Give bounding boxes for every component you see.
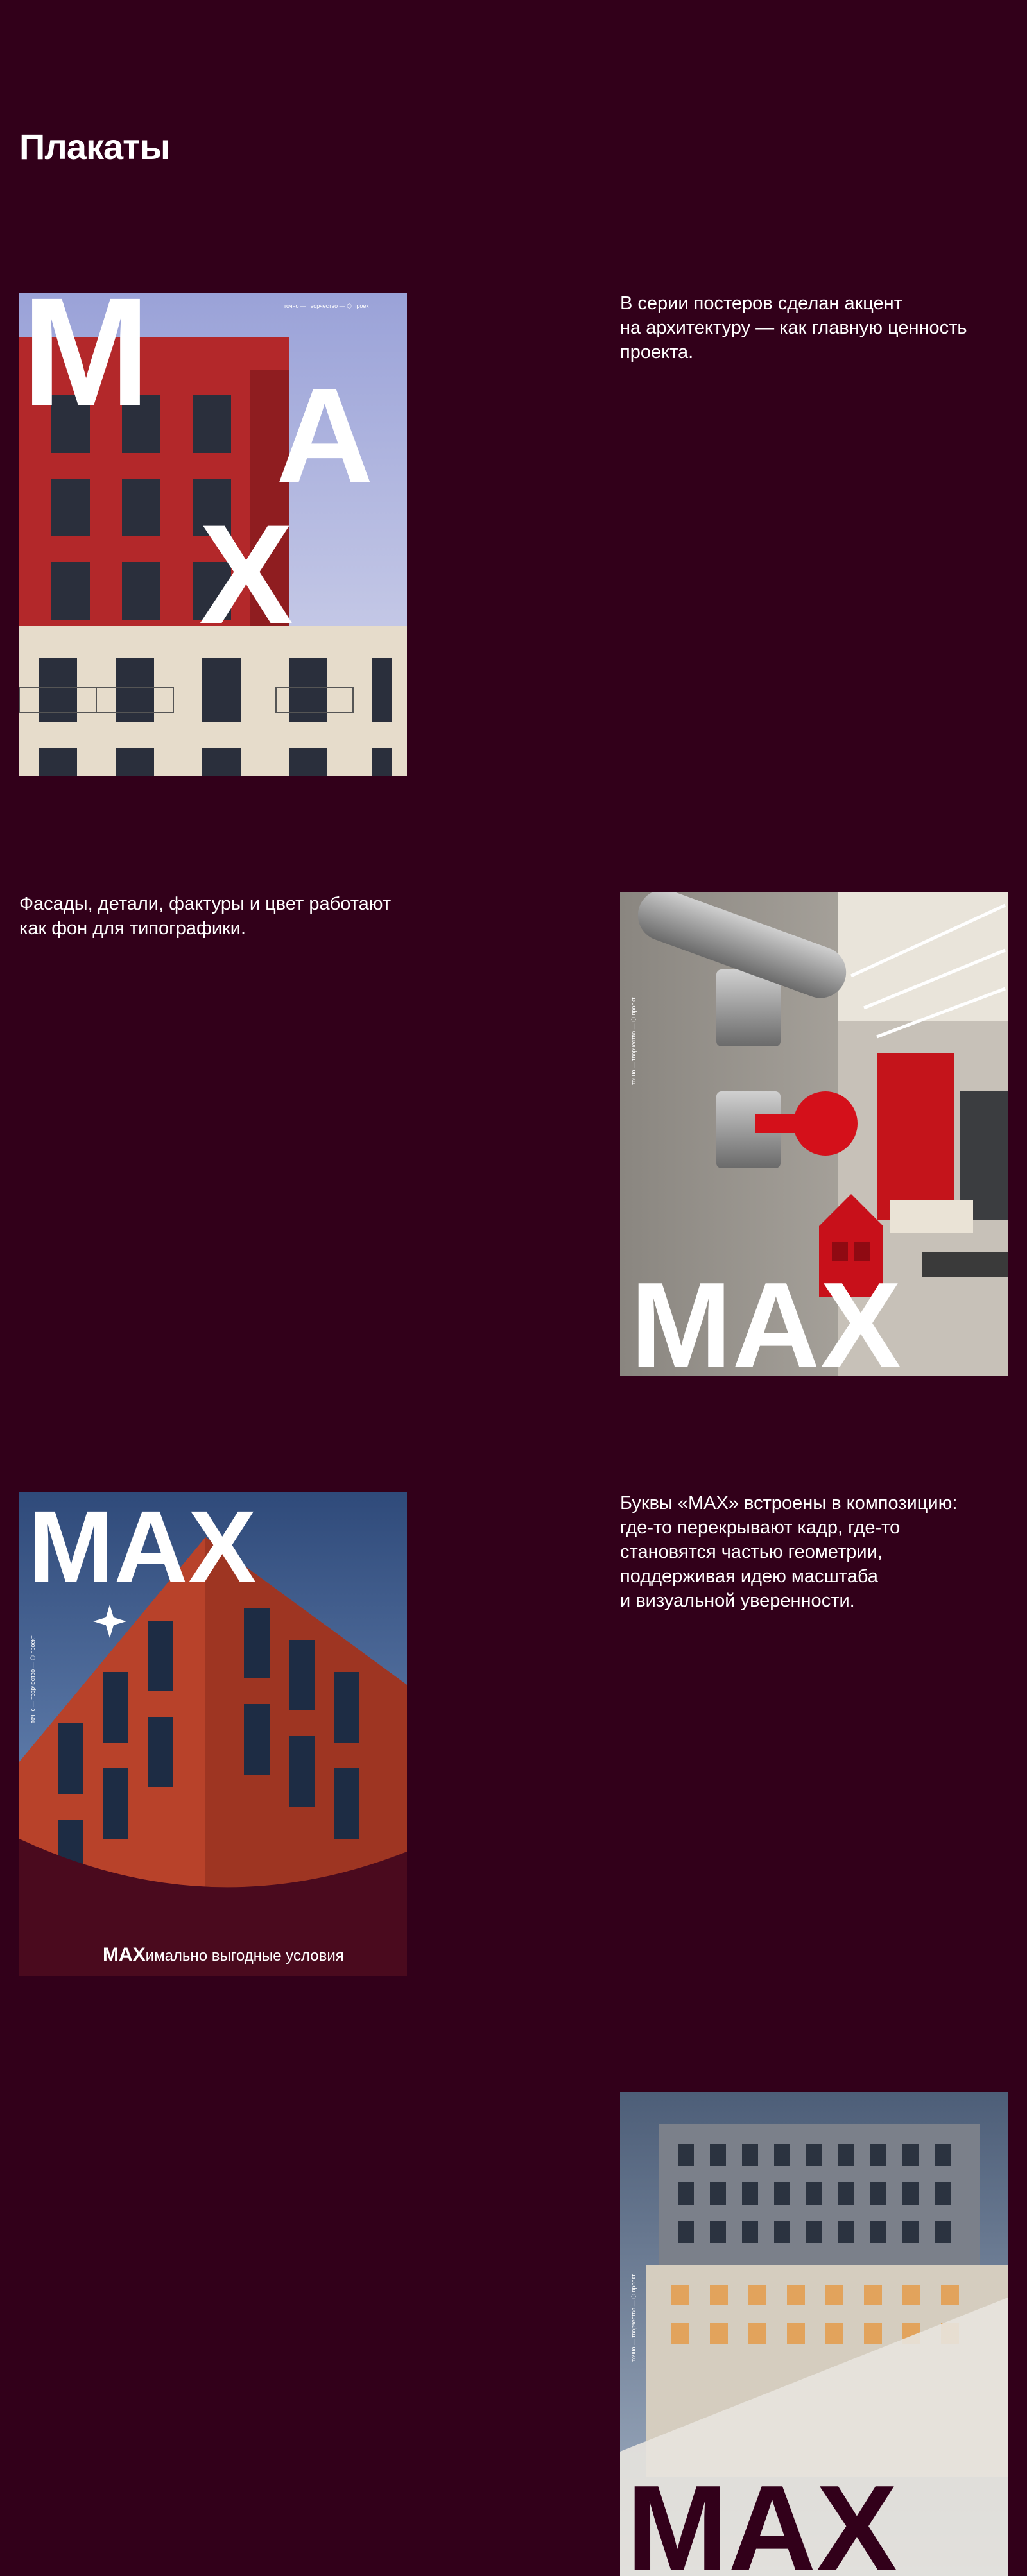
poster-letter-m: M (22, 293, 150, 438)
poster-letter-x: X (199, 495, 293, 653)
poster-grid-building (19, 1492, 407, 1976)
poster-facade-letters (19, 293, 407, 776)
poster-residential-towers (620, 2092, 1008, 2576)
poster-tagline: точно — творчество — ⬡ проект (30, 1635, 36, 1723)
poster-letter-a: A (276, 360, 374, 511)
poster-tagline: точно — творчество — ⬡ проект (630, 2274, 637, 2362)
poster-slogan: MAXимально выгодные условия (103, 1944, 344, 1965)
caption-facades: Фасады, детали, фактуры и цвет работают как фон для типографики. (19, 894, 392, 939)
poster-door-key (620, 892, 1008, 1376)
poster-facade-illustration (19, 293, 407, 776)
poster-towers-illustration (620, 2092, 1008, 2576)
poster-wordmark: MAX (28, 1492, 257, 1604)
poster-wordmark: MAX (630, 1258, 902, 1376)
poster-grid-illustration (19, 1492, 407, 1976)
poster-tagline: точно — творчество — ⬡ проект (284, 303, 372, 309)
caption-architecture: В серии постеров сделан акцент на архитектуру — как главную ценность проекта. (620, 293, 967, 363)
poster-door-illustration (620, 892, 1008, 1376)
caption-letters: Буквы «MAX» встроены в композицию: где-то перекрывают кадр, где-то становятся частью геометрии, поддерживая идею масштаба и визуальной уверенности. (620, 1493, 958, 1611)
poster-tagline: точно — творчество — ⬡ проект (630, 997, 637, 1085)
page-title: Плакаты (19, 126, 170, 167)
poster-wordmark: MAX (626, 2461, 898, 2576)
